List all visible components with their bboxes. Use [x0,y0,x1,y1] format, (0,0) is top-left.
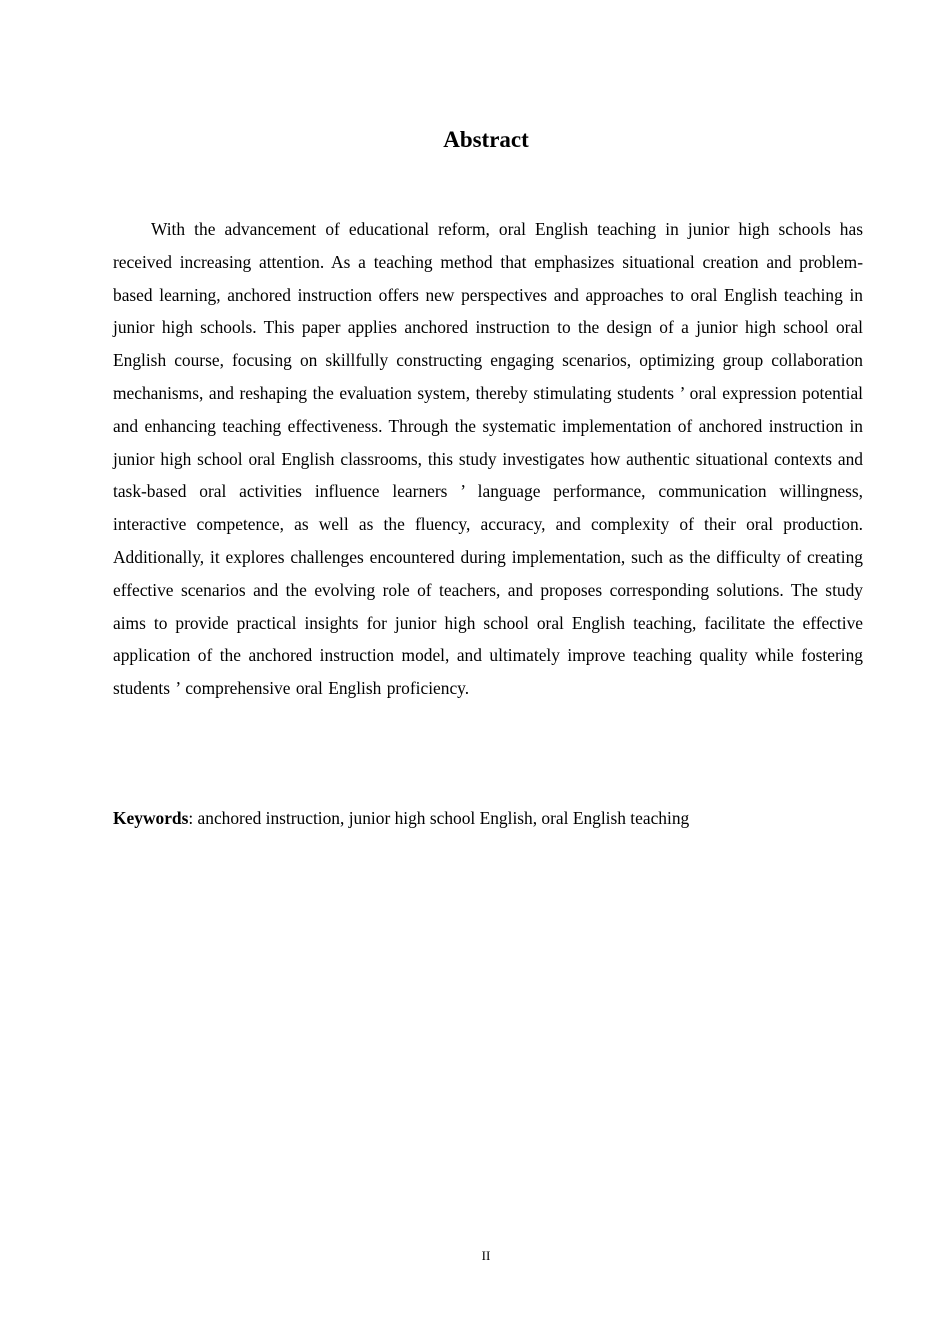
keywords-text: : anchored instruction, junior high school English, oral English teaching [188,808,690,828]
keywords-line [113,802,863,834]
abstract-body: With the advancement of educational reform, oral English teaching in junior high schools has received increasing attention. As a teaching method that emphasizes situational creation and problem-based learning, anchored instruction offers new perspectives and approaches to oral English teaching in junior high schools. This paper applies anchored instruction to the design of a junior high school oral English course, focusing on skillfully constructing engaging scenarios, optimizing group collaboration mechanisms, and reshaping the evaluation system, thereby stimulating students ’ oral expression potential and enhancing teaching effectiveness. Through the systematic implementation of anchored instruction in junior high school oral English classrooms, this study investigates how authentic situational contexts and task-based oral activities influence learners ’ language performance, communication willingness, interactive competence, as well as the fluency, accuracy, and complexity of their oral production. Additionally, it explores challenges encountered during implementation, such as the difficulty of creating effective scenarios and the evolving role of teachers, and proposes corresponding solutions. The study aims to provide practical insights for junior high school oral English teaching, facilitate the effective application of the anchored instruction model, and ultimately improve teaching quality while fostering students ’ comprehensive oral English proficiency. [113,219,863,699]
keywords-label: Keywords [113,808,189,828]
page-number: II [481,1248,491,1263]
abstract-title: Abstract [443,127,529,152]
